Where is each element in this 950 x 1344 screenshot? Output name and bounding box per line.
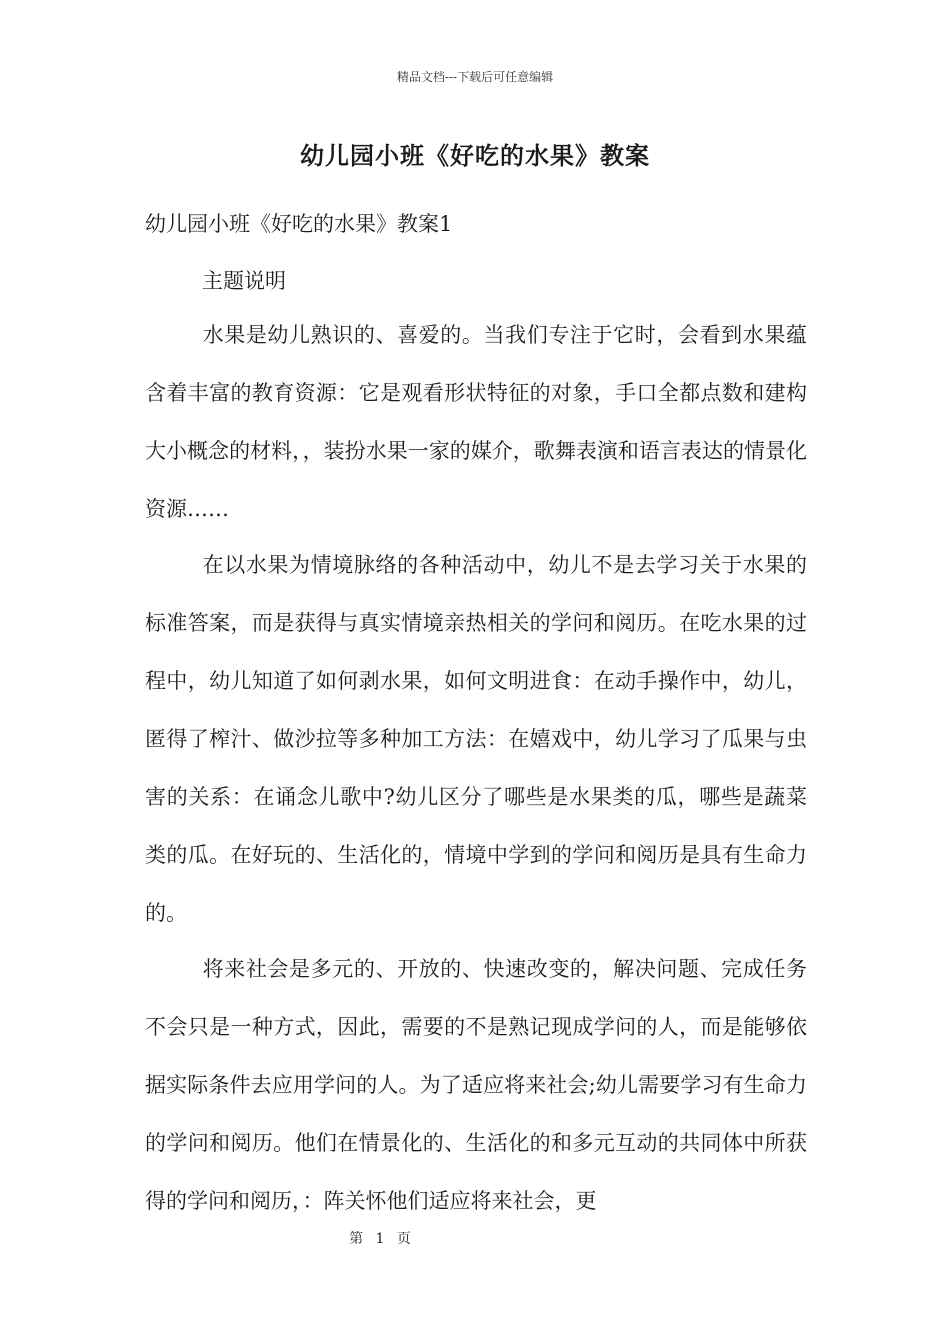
page-header: 精品文档---下载后可任意编辑 [396,70,554,84]
paragraph-text: 在以水果为情境脉络的各种活动中，幼儿不是去学习关于水果的标准答案，而是获得与真实情境亲热相关的学问和阅历。在吃水果的过程中，幼儿知道了如何剥水果，如何文明进食：在动手操作中，幼儿，匿得了榨汁、做沙拉等多种加工方法：在嬉戏中，幼儿学习了瓜果与虫害的关系：在诵念儿歌中?幼儿区分了哪些是水果类的瓜，哪些是蔬菜类的瓜。在好玩的、生活化的，情境中学到的学问和阅历是具有生命力的。 [145,553,807,925]
paragraph [145,940,807,1230]
page-footer-suffix: 页 [396,1231,411,1247]
paragraph-text: 水果是幼儿熟识的、喜爱的。当我们专注于它时，会看到水果蕴含着丰富的教育资源：它是观看形状特征的对象，手口全都点数和建构大小概念的材料，，装扮水果一家的媒介，歌舞表演和语言表达的情景化资源…… [145,323,807,521]
document-subtitle: 幼儿园小班《好吃的水果》教案1 [145,212,453,236]
page-footer-prefix: 第 [349,1231,364,1247]
document-title: 幼儿园小班《好吃的水果》教案 [300,141,650,170]
section-heading: 主题说明 [202,269,286,293]
paragraph-text: 将来社会是多元的、开放的、快速改变的，解决问题、完成任务不会只是一种方式，因此，需要的不是熟记现成学问的人，而是能够依据实际条件去应用学问的人。为了适应将来社会;幼儿需要学习有生命力的学问和阅历。他们在情景化的、生活化的和多元互动的共同体中所获得的学问和阅历，：阵关怀他们适应将来社会，更 [145,957,807,1213]
page-footer [0,1228,760,1248]
paragraph [145,306,807,538]
paragraph [145,536,807,942]
page-number: 1 [375,1231,385,1247]
